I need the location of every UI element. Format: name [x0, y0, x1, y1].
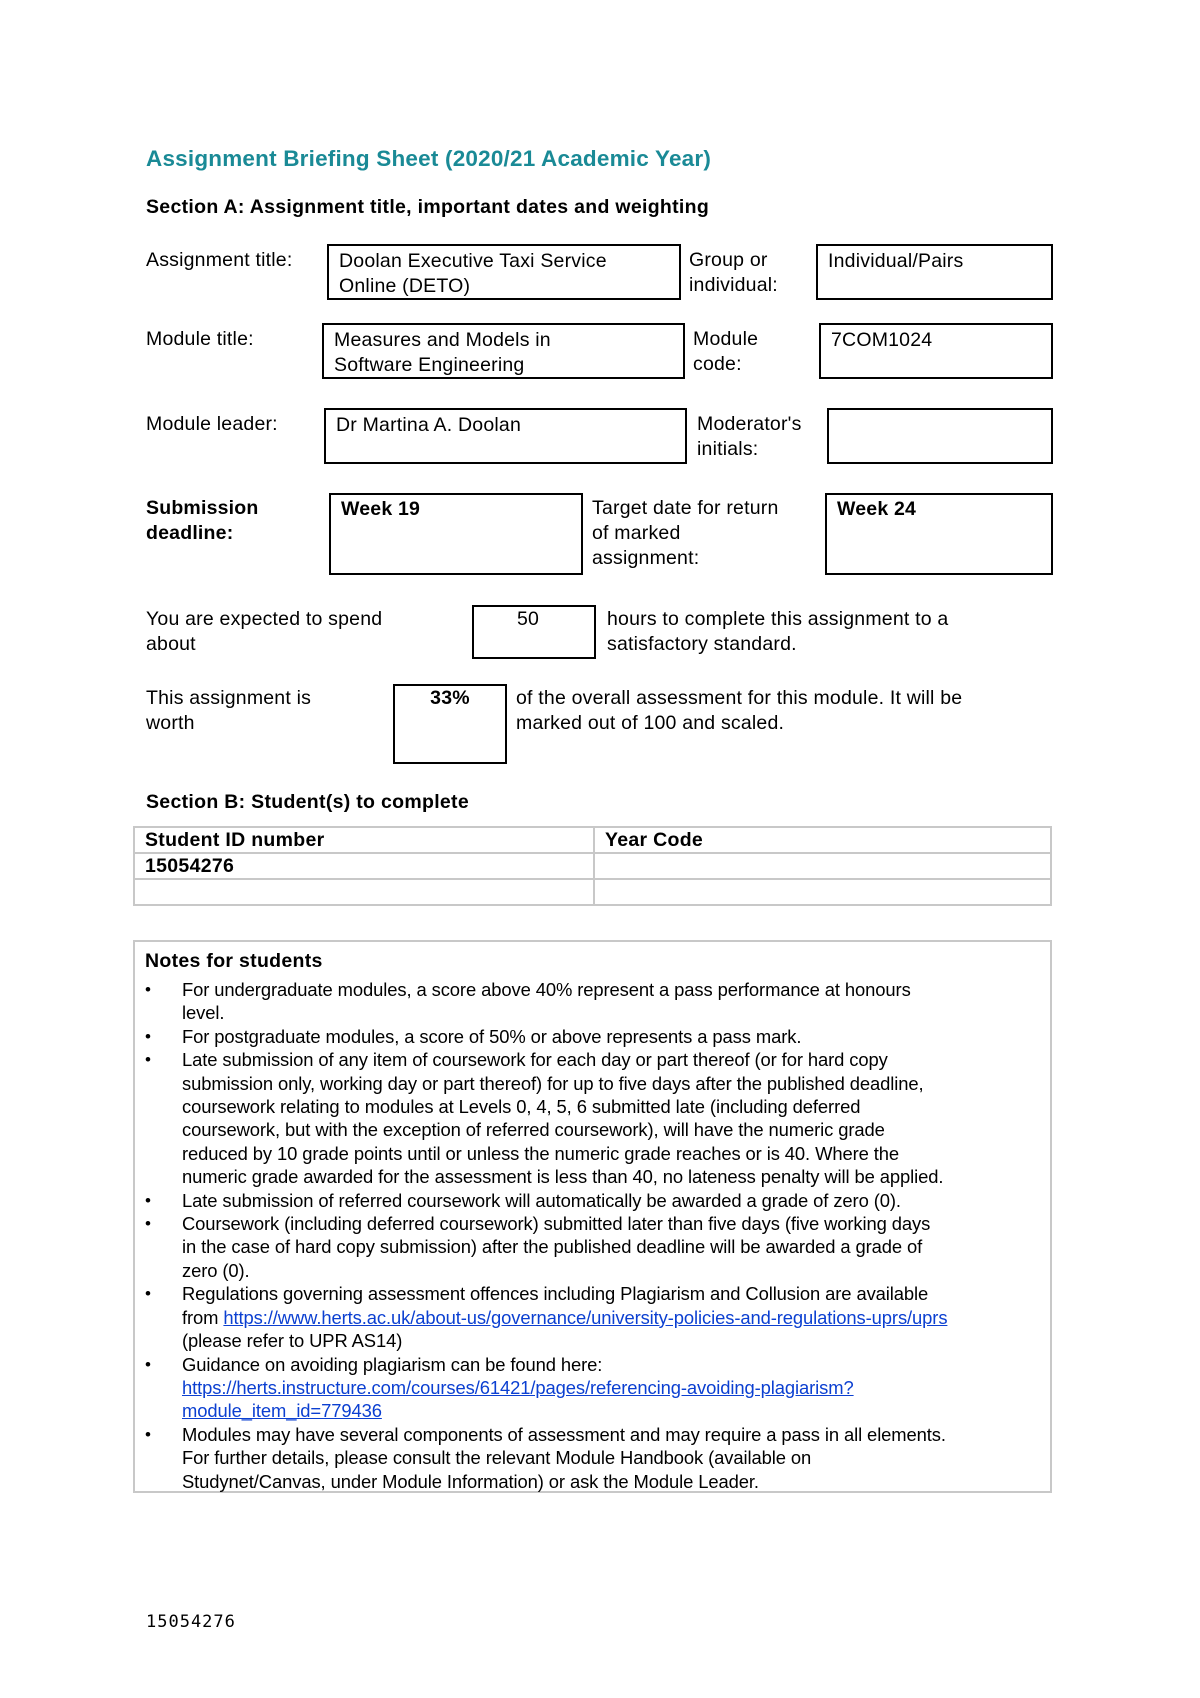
worth-label-line2: worth: [146, 712, 195, 734]
module-code-field: [819, 323, 1053, 379]
note-line: numeric grade awarded for the assessment is less than 40, no lateness penalty will be applied.: [182, 1166, 944, 1188]
worth-label: [146, 686, 311, 736]
assignment-title-field: [327, 244, 681, 300]
spend-after-text: [607, 607, 948, 657]
table-header-row: [134, 827, 1051, 853]
worth-field: [393, 684, 507, 764]
module-title-field: [322, 323, 685, 379]
footer-student-id: 15054276: [146, 1612, 236, 1632]
note-line: submission only, working day or part thereof) for up to five days after the published deadline,: [182, 1072, 924, 1094]
group-value: Individual/Pairs: [828, 250, 964, 272]
table-row: [134, 853, 1051, 879]
return-date-field: [825, 493, 1053, 575]
note-line: reduced by 10 grade points until or unless the numeric grade reaches or is 40. Where the: [182, 1142, 900, 1164]
module-leader-value: Dr Martina A. Doolan: [336, 414, 521, 436]
group-field: [816, 244, 1053, 300]
list-item: [145, 1048, 1040, 1188]
moderator-label-line2: initials:: [697, 438, 759, 460]
note-line: zero (0).: [182, 1259, 250, 1281]
note-line: Studynet/Canvas, under Module Information) or ask the Module Leader.: [182, 1470, 759, 1492]
bullet-icon: •: [145, 980, 151, 999]
return-date-label: [592, 496, 779, 571]
column-header-student-id: Student ID number: [134, 827, 594, 853]
note-line: [182, 1399, 1040, 1422]
note-line: Late submission of any item of coursework for each day or part thereof (or for hard copy: [182, 1049, 888, 1071]
notes-box: [133, 940, 1052, 1493]
student-id-cell: 15054276: [134, 853, 594, 879]
note-line: in the case of hard copy submission) after the published deadline will be awarded a grade of: [182, 1236, 923, 1258]
note-line: For further details, please consult the relevant Module Handbook (available on: [182, 1447, 812, 1469]
note-line: coursework relating to modules at Levels 0, 4, 5, 6 submitted late (including deferred: [182, 1096, 861, 1118]
module-code-value: 7COM1024: [831, 329, 933, 351]
bullet-icon: •: [145, 1424, 151, 1444]
assignment-title-label: Assignment title:: [146, 249, 293, 271]
return-label-line2: of marked: [592, 522, 681, 544]
module-code-label-line1: Module: [693, 328, 759, 350]
bullet-icon: •: [145, 1026, 151, 1046]
notes-title: Notes for students: [145, 950, 323, 972]
plagiarism-guidance-link-cont[interactable]: module_item_id=779436: [182, 1400, 382, 1422]
note-line: [182, 1306, 1040, 1329]
spend-after-line2: satisfactory standard.: [607, 633, 797, 655]
list-item: [145, 1189, 1040, 1212]
year-code-cell: [594, 853, 1051, 879]
worth-after-text: [516, 686, 962, 736]
module-title-label: Module title:: [146, 328, 254, 350]
return-label-line3: assignment:: [592, 547, 700, 569]
list-item: [145, 978, 1040, 1025]
spend-label-line2: about: [146, 633, 196, 655]
list-item: [145, 1212, 1040, 1282]
worth-after-line2: marked out of 100 and scaled.: [516, 712, 785, 734]
worth-label-line1: This assignment is: [146, 687, 312, 709]
note-line: [182, 1376, 1040, 1399]
bullet-icon: •: [145, 1284, 151, 1304]
module-code-label: [693, 327, 758, 377]
group-label: [689, 248, 778, 298]
note-line: For undergraduate modules, a score above 40% represent a pass performance at honours: [182, 979, 911, 1000]
submission-deadline-field: [329, 493, 583, 575]
module-title-line2: Software Engineering: [334, 354, 525, 376]
note-line: Guidance on avoiding plagiarism can be found here:: [182, 1353, 603, 1375]
page-title: Assignment Briefing Sheet (2020/21 Academic Year): [146, 146, 712, 171]
list-item: [145, 1423, 1040, 1493]
worth-after-line1: of the overall assessment for this module. It will be: [516, 687, 963, 709]
list-item: [145, 1353, 1040, 1423]
return-date-value: Week 24: [837, 498, 917, 520]
bullet-icon: •: [145, 1050, 151, 1070]
section-a-heading: Section A: Assignment title, important dates and weighting: [146, 196, 710, 218]
assignment-title-line1: Doolan Executive Taxi Service: [339, 250, 607, 272]
module-leader-field: [324, 408, 687, 464]
bullet-icon: •: [145, 1354, 151, 1374]
note-line: Coursework (including deferred coursework) submitted later than five days (five working days: [182, 1213, 931, 1235]
notes-list: [145, 978, 1040, 1493]
group-label-line1: Group or: [689, 249, 768, 271]
plagiarism-guidance-link[interactable]: https://herts.instructure.com/courses/61421/pages/referencing-avoiding-plagiarism?: [182, 1376, 854, 1398]
student-id-cell: [134, 879, 594, 905]
bullet-icon: •: [145, 1190, 151, 1210]
assignment-title-line2: Online (DETO): [339, 275, 471, 297]
list-item: [145, 1025, 1040, 1048]
student-table: [133, 826, 1052, 906]
submission-deadline-value: Week 19: [341, 498, 421, 520]
spend-label: [146, 607, 382, 657]
group-label-line2: individual:: [689, 274, 778, 296]
return-label-line1: Target date for return: [592, 497, 779, 519]
bullet-icon: •: [145, 1214, 151, 1234]
note-line: Regulations governing assessment offences including Plagiarism and Collusion are available: [182, 1283, 929, 1305]
uprs-link[interactable]: https://www.herts.ac.uk/about-us/governance/university-policies-and-regulations-uprs/uprs: [223, 1306, 948, 1328]
year-code-cell: [594, 879, 1051, 905]
spend-label-line1: You are expected to spend: [146, 608, 383, 630]
note-line: Late submission of referred coursework will automatically be awarded a grade of zero (0).: [182, 1189, 901, 1211]
note-line: For postgraduate modules, a score of 50% or above represents a pass mark.: [182, 1025, 802, 1047]
column-header-year-code: Year Code: [594, 827, 1051, 853]
hours-field: [472, 605, 596, 659]
worth-value: 33%: [430, 687, 470, 709]
moderator-label: [697, 412, 802, 462]
moderator-label-line1: Moderator's: [697, 413, 802, 435]
module-leader-label: Module leader:: [146, 413, 278, 435]
note-line: coursework, but with the exception of referred coursework), will have the numeric grade: [182, 1119, 885, 1141]
note-line: Modules may have several components of assessment and may require a pass in all elements.: [182, 1423, 946, 1445]
submission-deadline-label: [146, 496, 259, 546]
section-b-heading: Section B: Student(s) to complete: [146, 791, 469, 813]
moderator-initials-field: [827, 408, 1053, 464]
hours-value: 50: [516, 608, 540, 630]
spend-after-line1: hours to complete this assignment to a: [607, 608, 949, 630]
note-line: (please refer to UPR AS14): [182, 1330, 403, 1352]
module-code-label-line2: code:: [693, 353, 742, 375]
list-item: [145, 1282, 1040, 1352]
module-title-line1: Measures and Models in: [334, 329, 551, 351]
submission-label-line2: deadline:: [146, 522, 234, 544]
note-text: from: [182, 1306, 224, 1328]
note-line: level.: [182, 1002, 225, 1024]
table-row: [134, 879, 1051, 905]
submission-label-line1: Submission: [146, 497, 259, 519]
